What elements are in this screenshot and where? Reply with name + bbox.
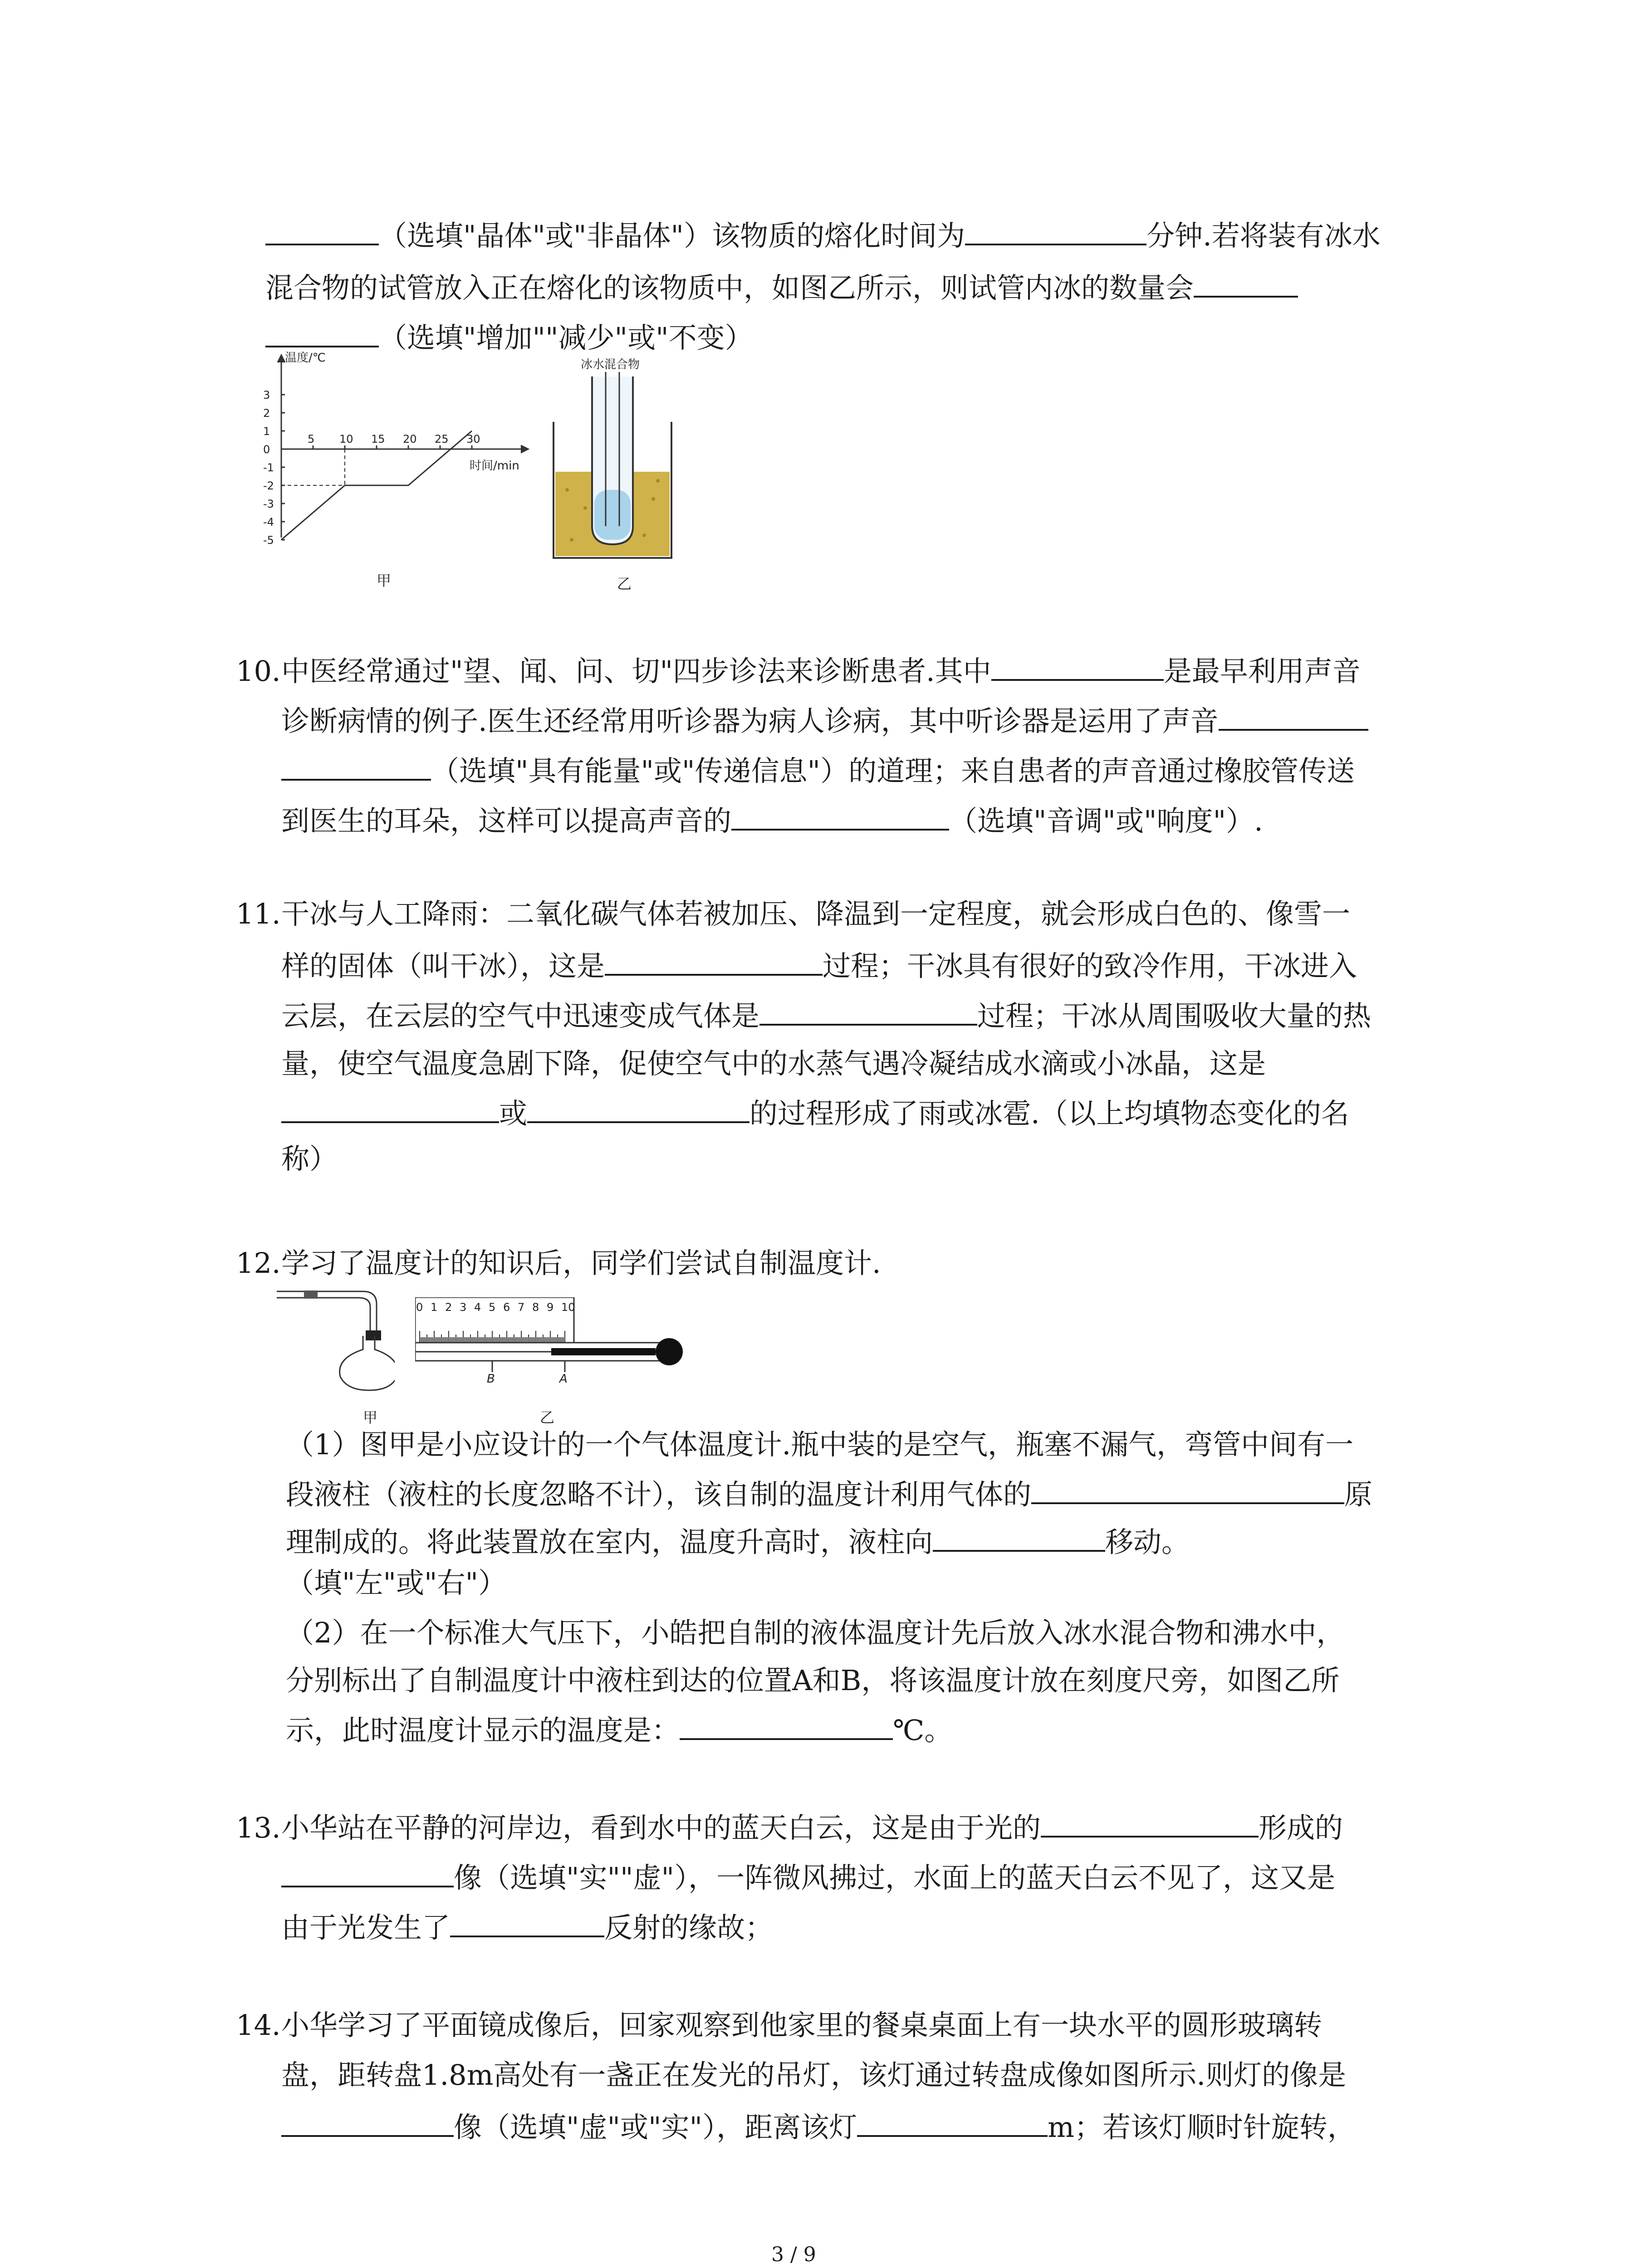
figure-label-yi: 乙 — [540, 1409, 555, 1426]
x-tick-label: 20 — [403, 433, 417, 445]
q12-line-1: 12.学习了温度计的知识后，同学们尝试自制温度计. — [236, 1245, 881, 1281]
q10-line-4: 到医生的耳朵，这样可以提高声音的 （选填"音调"或"响度"）. — [281, 801, 1263, 837]
figure-label-jia: 甲 — [363, 1409, 378, 1426]
answer-blank[interactable] — [857, 2107, 1048, 2137]
answer-blank[interactable] — [1031, 1474, 1344, 1504]
q12-p1-line-1: （1）图甲是小应设计的一个气体温度计.瓶中装的是空气，瓶塞不漏气，弯管中间有一 — [286, 1428, 1354, 1461]
q12-p1-line-2: 段液柱（液柱的长度忽略不计），该自制的温度计利用气体的 原 — [286, 1474, 1372, 1510]
q11-line-5: 或 的过程形成了雨或冰雹.（以上均填物态变化的名 — [281, 1093, 1349, 1129]
x-tick-label: 15 — [371, 433, 385, 445]
y-tick-label: -2 — [263, 479, 274, 492]
mark-a-label: A — [559, 1372, 568, 1383]
beaker-figure — [535, 354, 699, 562]
q11-line-1: 11.干冰与人工降雨：二氧化碳气体若被加压、降温到一定程度，就会形成白色的、像雪一 — [236, 896, 1350, 932]
answer-blank[interactable] — [1194, 268, 1298, 298]
q12-p2-line-1: （2）在一个标准大气压下，小皓把自制的液体温度计先后放入冰水混合物和沸水中， — [286, 1616, 1345, 1649]
question-number: 11. — [236, 897, 281, 930]
answer-blank[interactable] — [933, 1522, 1105, 1552]
q10-line-2: 诊断病情的例子.医生还经常用听诊器为病人诊病，其中听诊器是运用了声音 — [281, 701, 1368, 737]
answer-blank[interactable] — [450, 1907, 604, 1937]
answer-blank[interactable] — [527, 1093, 749, 1123]
q13-line-1: 13.小华站在平静的河岸边，看到水中的蓝天白云，这是由于光的 形成的 — [236, 1808, 1343, 1844]
q12-p2-line-3: 示，此时温度计显示的温度是： ℃。 — [286, 1710, 952, 1746]
q12-p2-line-2: 分别标出了自制温度计中液柱到达的位置A和B，将该温度计放在刻度尺旁，如图乙所 — [286, 1664, 1340, 1697]
q14-line-3: 像（选填"虚"或"实"），距离该灯 m；若该灯顺时针旋转， — [281, 2107, 1356, 2143]
q12-p1-line-4: （填"左"或"右"） — [286, 1566, 507, 1599]
answer-blank[interactable] — [991, 651, 1164, 681]
answer-blank[interactable] — [281, 751, 431, 781]
y-tick-label: 3 — [263, 389, 270, 401]
liquid-thermometer-figure — [415, 1297, 692, 1383]
q13-line-3: 由于光发生了 反射的缘故； — [281, 1907, 773, 1944]
y-tick-label: -4 — [263, 516, 274, 528]
ruler-tick-label: 7 — [518, 1301, 525, 1314]
y-tick-label: -5 — [263, 534, 274, 547]
mark-b-label: B — [487, 1372, 495, 1383]
x-tick-label: 10 — [339, 433, 353, 445]
question-number: 10. — [236, 655, 281, 688]
ruler-tick-label: 5 — [489, 1301, 496, 1314]
q11-line-3: 云层，在云层的空气中迅速变成气体是 过程；干冰从周围吸收大量的热 — [281, 996, 1371, 1032]
ruler-tick-label: 1 — [431, 1301, 438, 1314]
answer-blank[interactable] — [1219, 701, 1368, 731]
q14-line-1: 14.小华学习了平面镜成像后，回家观察到他家里的餐桌桌面上有一块水平的圆形玻璃转 — [236, 2007, 1322, 2043]
q12-p1-line-3: 理制成的。将此装置放在室内，温度升高时，液柱向 移动。 — [286, 1522, 1190, 1558]
answer-blank[interactable] — [759, 996, 977, 1026]
q10-line-3: （选填"具有能量"或"传递信息"）的道理；来自患者的声音通过橡胶管传送 — [281, 751, 1355, 787]
q9-line-3: （选填"增加""减少"或"不变） — [265, 318, 753, 354]
x-tick-label: 5 — [308, 433, 315, 445]
answer-blank[interactable] — [281, 1857, 454, 1887]
ruler-tick-label: 10 — [561, 1301, 575, 1314]
q10-line-1: 10.中医经常通过"望、闻、问、切"四步诊法来诊断患者.其中 是最早利用声音 — [236, 651, 1361, 687]
y-tick-label: -3 — [263, 498, 274, 510]
answer-blank[interactable] — [265, 215, 379, 245]
y-tick-label: 1 — [263, 425, 270, 438]
q9-line-2: 混合物的试管放入正在熔化的该物质中，如图乙所示，则试管内冰的数量会 — [265, 268, 1298, 304]
question-number: 14. — [236, 2009, 281, 2042]
ruler-tick-label: 2 — [445, 1301, 452, 1314]
ruler-tick-label: 3 — [460, 1301, 467, 1314]
melting-graph — [254, 352, 572, 560]
ruler-tick-label: 8 — [532, 1301, 539, 1314]
answer-blank[interactable] — [281, 1093, 499, 1123]
x-axis-label: 时间/min — [470, 459, 519, 473]
q9-line-1: （选填"晶体"或"非晶体"）该物质的熔化时间为 分钟.若将装有冰水 — [265, 215, 1381, 252]
ruler-tick-label: 9 — [547, 1301, 554, 1314]
figure-label-yi: 乙 — [617, 575, 632, 592]
x-tick-label: 30 — [466, 433, 480, 445]
answer-blank[interactable] — [1041, 1808, 1259, 1838]
q14-line-2: 盘，距转盘1.8m高处有一盏正在发光的吊灯，该灯通过转盘成像如图所示.则灯的像是 — [281, 2058, 1347, 2092]
page-number: 3 / 9 — [771, 2243, 816, 2266]
ruler-tick-label: 4 — [474, 1301, 481, 1314]
ruler-tick-label: 6 — [503, 1301, 510, 1314]
question-number: 13. — [236, 1811, 281, 1844]
y-tick-label: 0 — [263, 443, 270, 456]
question-number: 12. — [236, 1246, 281, 1280]
q11-line-6: 称） — [281, 1142, 338, 1175]
answer-blank[interactable] — [265, 318, 379, 347]
answer-blank[interactable] — [731, 801, 949, 831]
answer-blank[interactable] — [281, 2107, 454, 2137]
figure-label-jia: 甲 — [377, 572, 392, 589]
x-axis-arrow — [521, 445, 528, 453]
y-tick-label: -1 — [263, 461, 274, 474]
answer-blank[interactable] — [605, 946, 823, 976]
answer-blank[interactable] — [965, 215, 1146, 245]
y-axis-arrow — [278, 355, 285, 362]
q11-line-2: 样的固体（叫干冰），这是 过程；干冰具有很好的致冷作用，干冰进入 — [281, 946, 1357, 982]
gas-thermometer-figure — [277, 1286, 395, 1395]
ice-water-label: 冰水混合物 — [581, 358, 640, 371]
answer-blank[interactable] — [680, 1710, 893, 1740]
y-axis-label: 温度/℃ — [285, 352, 326, 365]
q13-line-2: 像（选填"实""虚"），一阵微风拂过，水面上的蓝天白云不见了，这又是 — [281, 1857, 1335, 1894]
x-tick-label: 25 — [435, 433, 449, 445]
ruler-tick-label: 0 — [416, 1301, 423, 1314]
q11-line-4: 量，使空气温度急剧下降，促使空气中的水蒸气遇冷凝结成水滴或小冰晶，这是 — [281, 1047, 1266, 1080]
y-tick-label: 2 — [263, 407, 270, 420]
